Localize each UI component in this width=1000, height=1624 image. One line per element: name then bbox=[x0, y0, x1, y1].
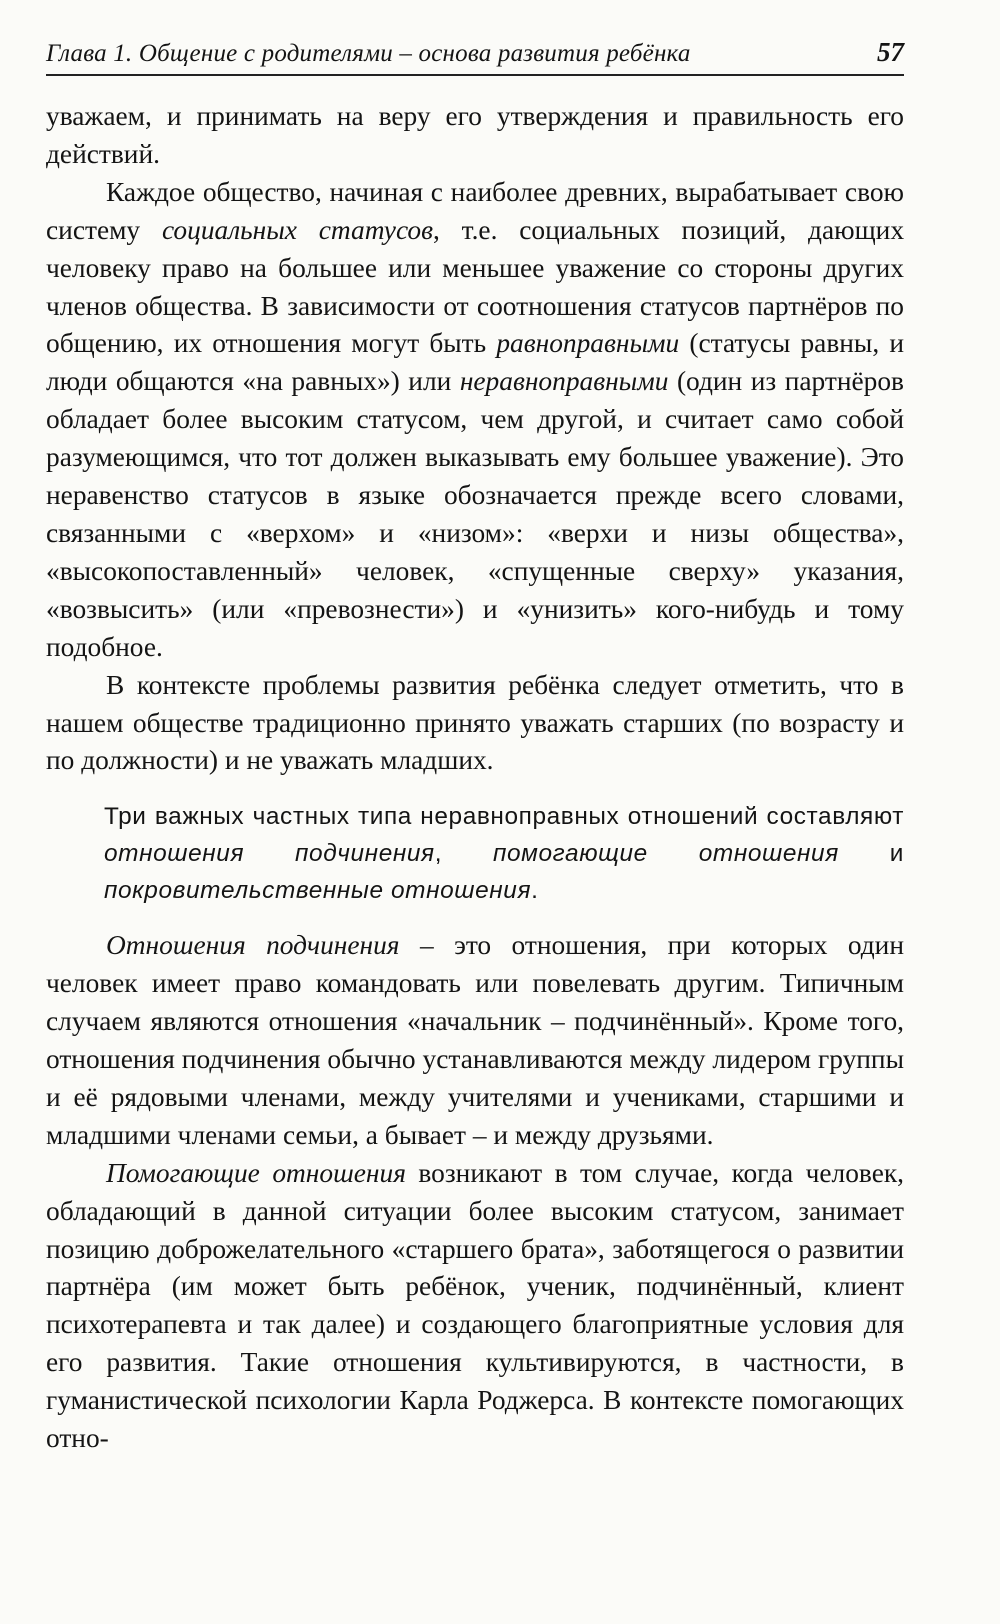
page-number: 57 bbox=[877, 37, 904, 67]
emphasized-term: Отношения подчинения bbox=[106, 930, 400, 961]
running-header bbox=[46, 34, 904, 76]
emphasized-term: социальных статусов bbox=[161, 214, 434, 245]
emphasized-term: отношения подчинения bbox=[104, 840, 435, 868]
callout-paragraph bbox=[104, 798, 904, 909]
text-segment: , bbox=[434, 840, 493, 868]
emphasized-term: покровительственные отношения bbox=[104, 877, 532, 905]
text-segment: уважаем, и принимать на веру его утверждения и правильность его действий. bbox=[46, 101, 904, 169]
paragraphs-before bbox=[46, 98, 904, 780]
text-segment: , т.е. социальных позиций, дающих человеку право на большее или меньшее уважение со стороны других членов общества. В зависимости от соотношения статусов партнёров по общению, их отношения могут быть bbox=[46, 214, 905, 359]
text-segment: (один из партнёров обладает более высоким статусом, чем другой, и считает само собой разумеющимся, что тот должен выказывать ему большее уважение). Это неравенство статусов в языке обозначается прежде всего словами, связанными с «верхом» и «низом»: «верхи и низы общества», «высокопоставленный» человек, «спущенные сверху» указания, «возвысить» (или «превознести») и «унизить» кого-нибудь и тому подобное. bbox=[46, 366, 904, 662]
text-segment: (статусы равны, и люди общаются «на равных») или bbox=[46, 328, 905, 397]
text-segment: возникают в том случае, когда человек, обладающий в данной ситуации более высоким статусом, занимает позицию доброжелательного «старшего брата», заботящегося о развитии партнёра (им может быть ребёнок, ученик, подчинённый, клиент психотерапевта и так далее) и создающего благоприятные условия для его развития. Такие отношения культивируются, в частности, в гуманистической психологии Карла Роджерса. В контексте помогающих отно- bbox=[46, 1157, 905, 1454]
paragraphs-after bbox=[46, 927, 904, 1458]
text-segment: и bbox=[838, 840, 904, 868]
emphasized-term: Помогающие отношения bbox=[106, 1157, 406, 1188]
text-segment: Каждое общество, начиная с наиболее древних, вырабатывает свою систему bbox=[46, 176, 904, 245]
emphasized-term: равноправными bbox=[496, 328, 680, 359]
paragraph bbox=[46, 174, 904, 667]
callout-block bbox=[104, 798, 904, 909]
text-segment: – это отношения, при которых один человек имеет право командовать или повелевать другим. Типичным случаем являются отношения «начальник – подчинённый». Кроме того, отношения подчинения обычно устанавливаются между лидером группы и её рядовыми членами, между учителями и учениками, старшими и младшими членами семьи, а бывает – и между друзьями. bbox=[46, 930, 905, 1150]
paragraph bbox=[46, 98, 904, 174]
text-segment: В контексте проблемы развития ребёнка следует отметить, что в нашем обществе традиционно принято уважать старших (по возрасту и по должности) и не уважать младших. bbox=[46, 669, 904, 776]
paragraph bbox=[46, 1155, 904, 1458]
emphasized-term: неравноправными bbox=[459, 366, 669, 397]
emphasized-term: помогающие отношения bbox=[493, 840, 839, 868]
paragraph bbox=[46, 927, 904, 1154]
body-text bbox=[46, 98, 904, 1458]
text-segment: . bbox=[531, 877, 539, 905]
paragraph bbox=[46, 667, 904, 781]
text-segment: Три важных частных типа неравноправных отношений составляют bbox=[104, 803, 904, 831]
running-title: Глава 1. Общение с родителями – основа развития ребёнка bbox=[46, 40, 691, 67]
